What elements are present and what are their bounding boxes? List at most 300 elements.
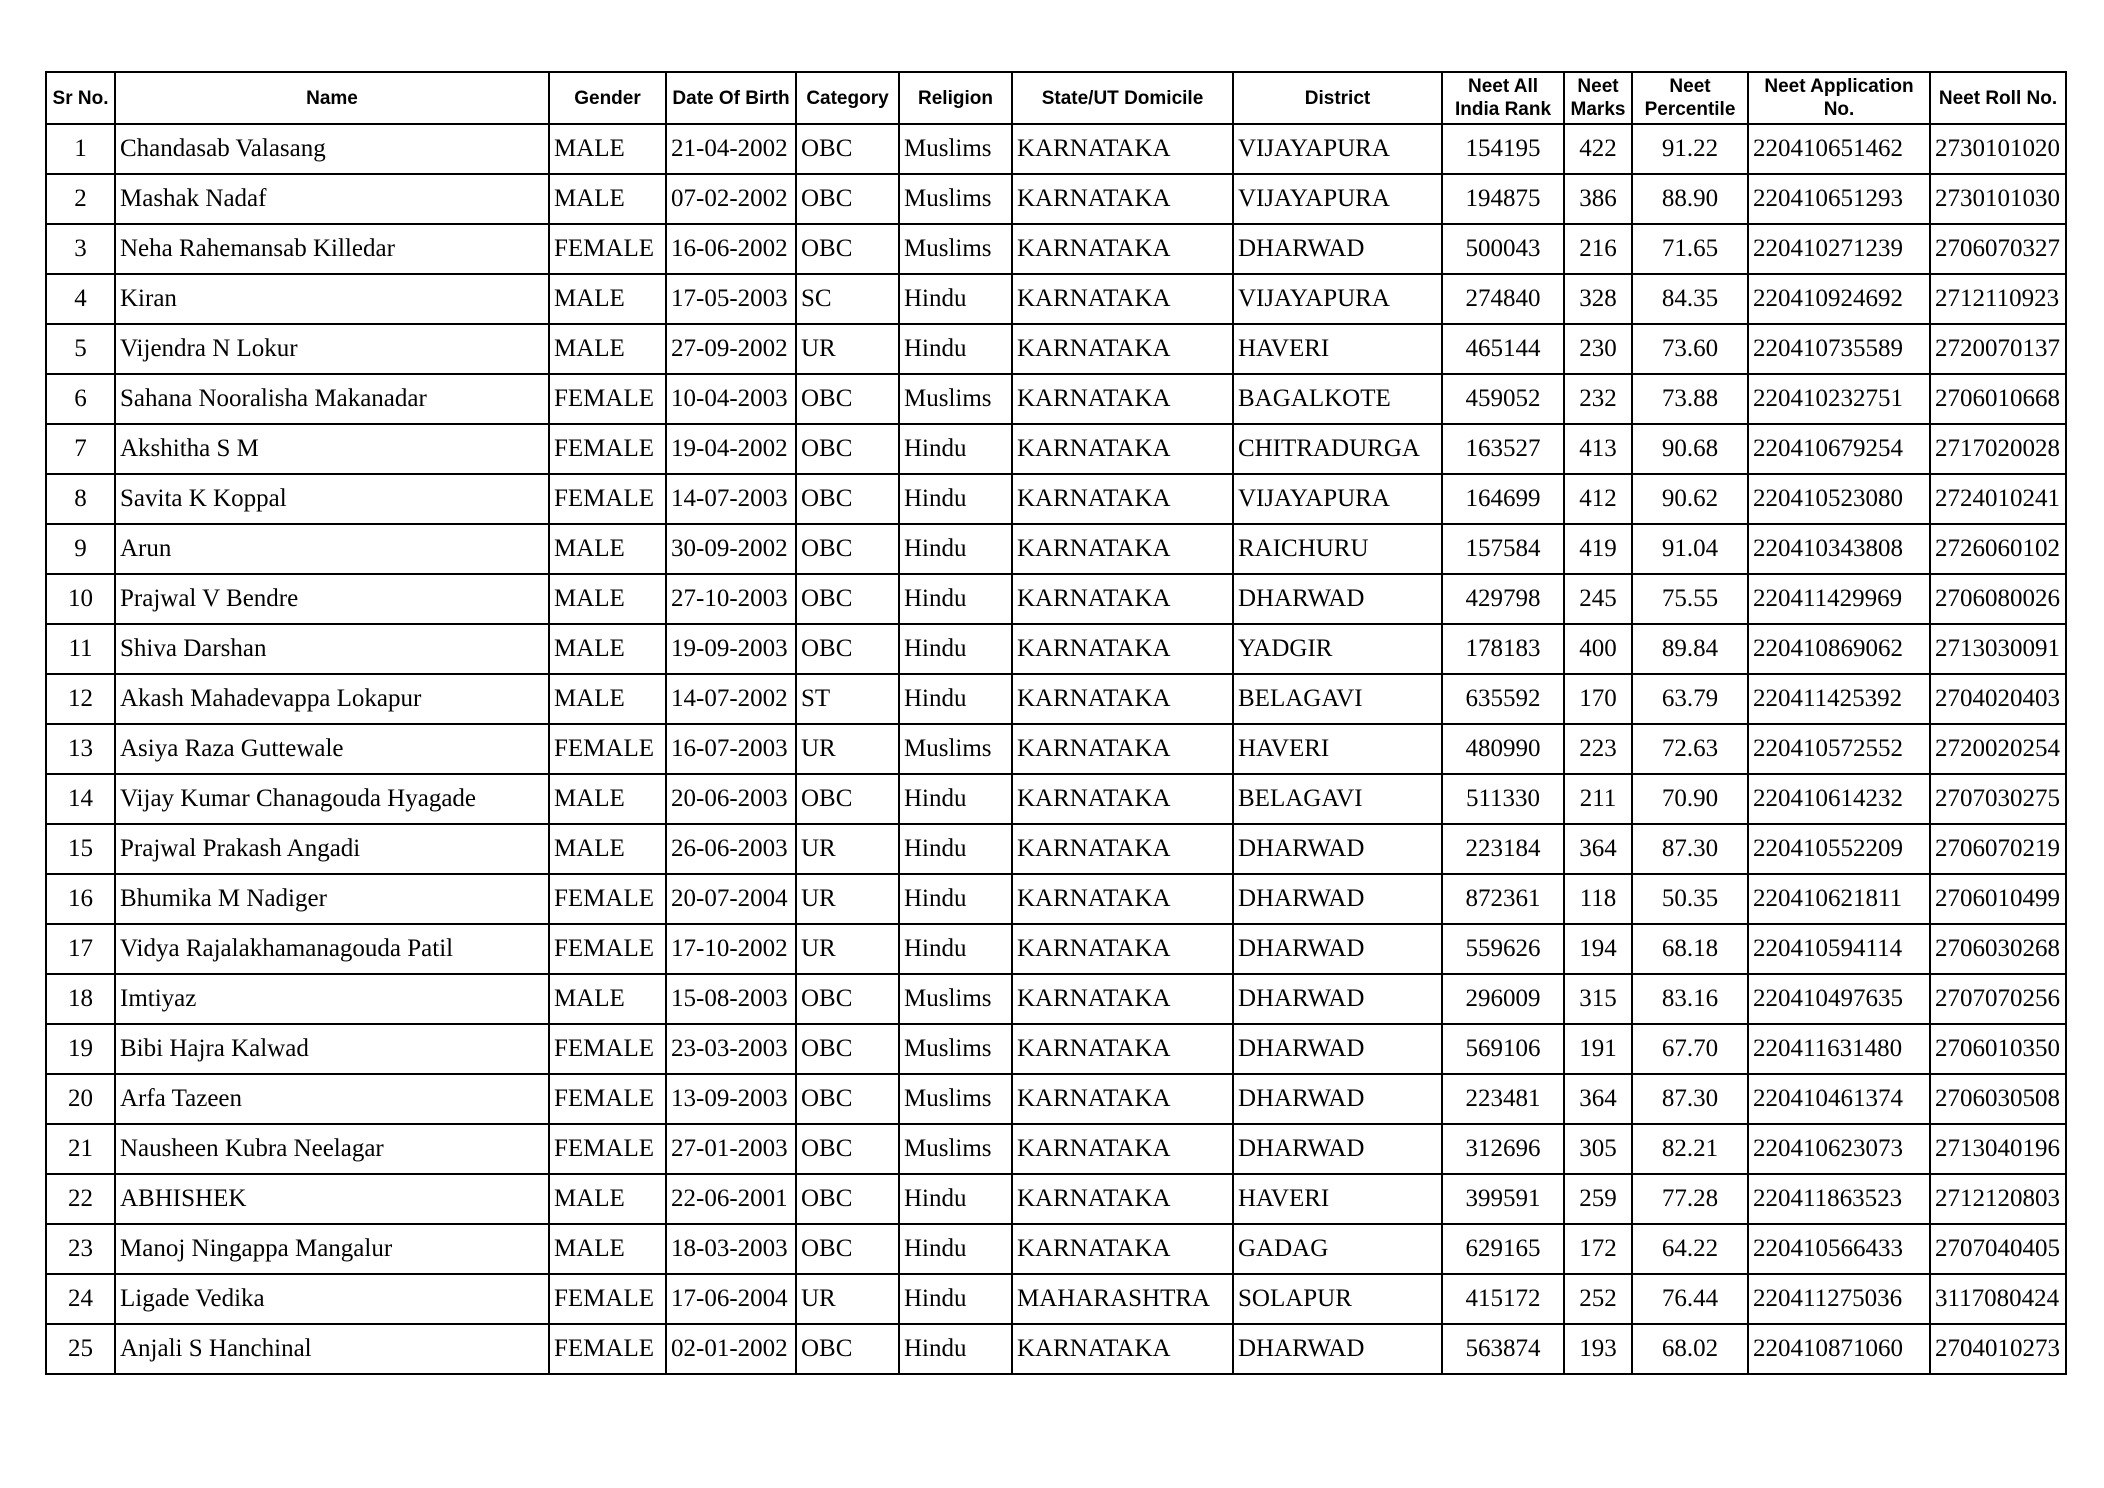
cell-name: Savita K Koppal <box>115 474 549 524</box>
column-header-date-of-birth: Date Of Birth <box>666 72 796 124</box>
cell-category: UR <box>796 874 899 924</box>
cell-name: Bibi Hajra Kalwad <box>115 1024 549 1074</box>
cell-neet-rank: 635592 <box>1442 674 1564 724</box>
cell-gender: FEMALE <box>549 724 666 774</box>
cell-sr-no: 19 <box>46 1024 115 1074</box>
cell-date-of-birth: 17-06-2004 <box>666 1274 796 1324</box>
cell-religion: Hindu <box>899 674 1012 724</box>
cell-neet-rank: 399591 <box>1442 1174 1564 1224</box>
cell-neet-percentile: 72.63 <box>1632 724 1748 774</box>
cell-neet-percentile: 71.65 <box>1632 224 1748 274</box>
cell-category: OBC <box>796 774 899 824</box>
cell-district: HAVERI <box>1233 1174 1442 1224</box>
cell-religion: Muslims <box>899 1124 1012 1174</box>
cell-neet-percentile: 70.90 <box>1632 774 1748 824</box>
cell-roll-no: 2706030508 <box>1930 1074 2066 1124</box>
cell-religion: Hindu <box>899 1224 1012 1274</box>
cell-state-domicile: KARNATAKA <box>1012 674 1233 724</box>
cell-application-no: 220410924692 <box>1748 274 1930 324</box>
cell-sr-no: 6 <box>46 374 115 424</box>
cell-sr-no: 21 <box>46 1124 115 1174</box>
cell-application-no: 220410621811 <box>1748 874 1930 924</box>
cell-application-no: 220410614232 <box>1748 774 1930 824</box>
cell-category: OBC <box>796 574 899 624</box>
cell-date-of-birth: 21-04-2002 <box>666 124 796 174</box>
cell-roll-no: 2706010499 <box>1930 874 2066 924</box>
cell-name: Prajwal V Bendre <box>115 574 549 624</box>
cell-neet-percentile: 89.84 <box>1632 624 1748 674</box>
cell-date-of-birth: 07-02-2002 <box>666 174 796 224</box>
cell-neet-marks: 170 <box>1564 674 1632 724</box>
cell-category: OBC <box>796 524 899 574</box>
candidate-table <box>45 71 2067 1375</box>
cell-category: OBC <box>796 1074 899 1124</box>
cell-neet-percentile: 87.30 <box>1632 824 1748 874</box>
cell-gender: MALE <box>549 524 666 574</box>
cell-neet-rank: 511330 <box>1442 774 1564 824</box>
cell-neet-marks: 211 <box>1564 774 1632 824</box>
cell-neet-percentile: 64.22 <box>1632 1224 1748 1274</box>
cell-neet-percentile: 75.55 <box>1632 574 1748 624</box>
cell-sr-no: 7 <box>46 424 115 474</box>
cell-application-no: 220410871060 <box>1748 1324 1930 1374</box>
cell-state-domicile: KARNATAKA <box>1012 774 1233 824</box>
cell-gender: MALE <box>549 674 666 724</box>
cell-district: HAVERI <box>1233 324 1442 374</box>
column-header-roll-no: Neet Roll No. <box>1930 72 2066 124</box>
cell-category: OBC <box>796 624 899 674</box>
cell-state-domicile: KARNATAKA <box>1012 374 1233 424</box>
cell-neet-marks: 364 <box>1564 824 1632 874</box>
cell-category: OBC <box>796 1174 899 1224</box>
cell-religion: Hindu <box>899 774 1012 824</box>
cell-state-domicile: KARNATAKA <box>1012 574 1233 624</box>
cell-neet-marks: 305 <box>1564 1124 1632 1174</box>
cell-neet-marks: 413 <box>1564 424 1632 474</box>
cell-category: SC <box>796 274 899 324</box>
cell-category: OBC <box>796 474 899 524</box>
cell-neet-rank: 163527 <box>1442 424 1564 474</box>
cell-date-of-birth: 19-09-2003 <box>666 624 796 674</box>
cell-state-domicile: KARNATAKA <box>1012 474 1233 524</box>
cell-name: Chandasab Valasang <box>115 124 549 174</box>
cell-gender: MALE <box>549 274 666 324</box>
cell-roll-no: 2706080026 <box>1930 574 2066 624</box>
cell-neet-rank: 178183 <box>1442 624 1564 674</box>
cell-neet-rank: 274840 <box>1442 274 1564 324</box>
table-row <box>46 174 2066 224</box>
cell-sr-no: 17 <box>46 924 115 974</box>
cell-category: UR <box>796 724 899 774</box>
cell-gender: MALE <box>549 324 666 374</box>
cell-religion: Hindu <box>899 1324 1012 1374</box>
table-header <box>46 72 2066 124</box>
cell-neet-marks: 191 <box>1564 1024 1632 1074</box>
cell-name: Nausheen Kubra Neelagar <box>115 1124 549 1174</box>
cell-state-domicile: KARNATAKA <box>1012 874 1233 924</box>
cell-district: DHARWAD <box>1233 224 1442 274</box>
cell-neet-percentile: 90.62 <box>1632 474 1748 524</box>
cell-neet-marks: 230 <box>1564 324 1632 374</box>
cell-application-no: 220410232751 <box>1748 374 1930 424</box>
cell-application-no: 220410343808 <box>1748 524 1930 574</box>
cell-name: Neha Rahemansab Killedar <box>115 224 549 274</box>
cell-name: Sahana Nooralisha Makanadar <box>115 374 549 424</box>
cell-application-no: 220411425392 <box>1748 674 1930 724</box>
cell-roll-no: 2712110923 <box>1930 274 2066 324</box>
cell-district: VIJAYAPURA <box>1233 174 1442 224</box>
cell-name: Ligade Vedika <box>115 1274 549 1324</box>
cell-neet-marks: 223 <box>1564 724 1632 774</box>
cell-sr-no: 24 <box>46 1274 115 1324</box>
cell-district: DHARWAD <box>1233 824 1442 874</box>
cell-district: DHARWAD <box>1233 574 1442 624</box>
cell-category: UR <box>796 324 899 374</box>
cell-neet-percentile: 63.79 <box>1632 674 1748 724</box>
cell-sr-no: 25 <box>46 1324 115 1374</box>
cell-name: Kiran <box>115 274 549 324</box>
cell-roll-no: 2704010273 <box>1930 1324 2066 1374</box>
table-row <box>46 724 2066 774</box>
cell-neet-rank: 465144 <box>1442 324 1564 374</box>
cell-roll-no: 2712120803 <box>1930 1174 2066 1224</box>
cell-application-no: 220410735589 <box>1748 324 1930 374</box>
cell-date-of-birth: 26-06-2003 <box>666 824 796 874</box>
cell-state-domicile: KARNATAKA <box>1012 424 1233 474</box>
cell-application-no: 220410623073 <box>1748 1124 1930 1174</box>
cell-district: DHARWAD <box>1233 1074 1442 1124</box>
table-row <box>46 674 2066 724</box>
cell-neet-rank: 296009 <box>1442 974 1564 1024</box>
cell-neet-marks: 118 <box>1564 874 1632 924</box>
column-header-neet-rank: Neet All India Rank <box>1442 72 1564 124</box>
cell-sr-no: 12 <box>46 674 115 724</box>
cell-neet-marks: 364 <box>1564 1074 1632 1124</box>
cell-neet-rank: 194875 <box>1442 174 1564 224</box>
table-row <box>46 124 2066 174</box>
cell-religion: Hindu <box>899 1274 1012 1324</box>
cell-sr-no: 9 <box>46 524 115 574</box>
cell-name: Vidya Rajalakhamanagouda Patil <box>115 924 549 974</box>
cell-gender: FEMALE <box>549 1024 666 1074</box>
cell-gender: FEMALE <box>549 874 666 924</box>
column-header-name: Name <box>115 72 549 124</box>
cell-neet-marks: 194 <box>1564 924 1632 974</box>
cell-date-of-birth: 16-07-2003 <box>666 724 796 774</box>
cell-application-no: 220410523080 <box>1748 474 1930 524</box>
table-row <box>46 974 2066 1024</box>
cell-gender: MALE <box>549 624 666 674</box>
cell-date-of-birth: 17-05-2003 <box>666 274 796 324</box>
cell-sr-no: 1 <box>46 124 115 174</box>
cell-state-domicile: KARNATAKA <box>1012 524 1233 574</box>
cell-roll-no: 2720070137 <box>1930 324 2066 374</box>
cell-neet-rank: 157584 <box>1442 524 1564 574</box>
cell-neet-marks: 245 <box>1564 574 1632 624</box>
cell-neet-percentile: 82.21 <box>1632 1124 1748 1174</box>
cell-roll-no: 2717020028 <box>1930 424 2066 474</box>
cell-roll-no: 2726060102 <box>1930 524 2066 574</box>
cell-roll-no: 2706010668 <box>1930 374 2066 424</box>
cell-neet-rank: 164699 <box>1442 474 1564 524</box>
cell-category: OBC <box>796 174 899 224</box>
cell-state-domicile: KARNATAKA <box>1012 624 1233 674</box>
cell-category: UR <box>796 1274 899 1324</box>
cell-category: ST <box>796 674 899 724</box>
cell-date-of-birth: 18-03-2003 <box>666 1224 796 1274</box>
table-row <box>46 474 2066 524</box>
cell-date-of-birth: 19-04-2002 <box>666 424 796 474</box>
cell-sr-no: 11 <box>46 624 115 674</box>
cell-district: RAICHURU <box>1233 524 1442 574</box>
column-header-category: Category <box>796 72 899 124</box>
cell-neet-rank: 154195 <box>1442 124 1564 174</box>
cell-roll-no: 2730101020 <box>1930 124 2066 174</box>
cell-date-of-birth: 13-09-2003 <box>666 1074 796 1124</box>
cell-roll-no: 2706070327 <box>1930 224 2066 274</box>
cell-district: DHARWAD <box>1233 974 1442 1024</box>
cell-roll-no: 2706070219 <box>1930 824 2066 874</box>
cell-gender: MALE <box>549 574 666 624</box>
cell-name: Bhumika M Nadiger <box>115 874 549 924</box>
cell-religion: Hindu <box>899 824 1012 874</box>
cell-gender: FEMALE <box>549 374 666 424</box>
table-row <box>46 1174 2066 1224</box>
cell-district: CHITRADURGA <box>1233 424 1442 474</box>
cell-religion: Muslims <box>899 224 1012 274</box>
cell-name: Arun <box>115 524 549 574</box>
cell-neet-percentile: 76.44 <box>1632 1274 1748 1324</box>
cell-category: OBC <box>796 124 899 174</box>
cell-religion: Hindu <box>899 324 1012 374</box>
cell-religion: Hindu <box>899 474 1012 524</box>
table-row <box>46 874 2066 924</box>
cell-date-of-birth: 15-08-2003 <box>666 974 796 1024</box>
table-body <box>46 124 2066 1374</box>
cell-gender: MALE <box>549 1174 666 1224</box>
cell-name: Manoj Ningappa Mangalur <box>115 1224 549 1274</box>
cell-name: Vijay Kumar Chanagouda Hyagade <box>115 774 549 824</box>
cell-neet-marks: 386 <box>1564 174 1632 224</box>
cell-date-of-birth: 27-01-2003 <box>666 1124 796 1174</box>
cell-gender: MALE <box>549 1224 666 1274</box>
cell-neet-marks: 315 <box>1564 974 1632 1024</box>
cell-neet-rank: 429798 <box>1442 574 1564 624</box>
cell-application-no: 220410552209 <box>1748 824 1930 874</box>
cell-neet-rank: 459052 <box>1442 374 1564 424</box>
cell-neet-marks: 193 <box>1564 1324 1632 1374</box>
cell-date-of-birth: 02-01-2002 <box>666 1324 796 1374</box>
cell-category: OBC <box>796 424 899 474</box>
cell-neet-rank: 500043 <box>1442 224 1564 274</box>
cell-name: ABHISHEK <box>115 1174 549 1224</box>
cell-category: OBC <box>796 1224 899 1274</box>
cell-sr-no: 14 <box>46 774 115 824</box>
cell-neet-percentile: 83.16 <box>1632 974 1748 1024</box>
cell-religion: Hindu <box>899 274 1012 324</box>
cell-name: Vijendra N Lokur <box>115 324 549 374</box>
cell-sr-no: 3 <box>46 224 115 274</box>
table-row <box>46 1074 2066 1124</box>
cell-name: Arfa Tazeen <box>115 1074 549 1124</box>
cell-sr-no: 20 <box>46 1074 115 1124</box>
cell-neet-marks: 232 <box>1564 374 1632 424</box>
table-row <box>46 1274 2066 1324</box>
cell-category: OBC <box>796 224 899 274</box>
cell-sr-no: 13 <box>46 724 115 774</box>
cell-name: Shiva Darshan <box>115 624 549 674</box>
cell-application-no: 220410497635 <box>1748 974 1930 1024</box>
cell-state-domicile: KARNATAKA <box>1012 174 1233 224</box>
table-row <box>46 424 2066 474</box>
cell-neet-marks: 172 <box>1564 1224 1632 1274</box>
cell-district: VIJAYAPURA <box>1233 124 1442 174</box>
cell-neet-percentile: 90.68 <box>1632 424 1748 474</box>
cell-district: DHARWAD <box>1233 874 1442 924</box>
cell-sr-no: 8 <box>46 474 115 524</box>
cell-neet-marks: 216 <box>1564 224 1632 274</box>
column-header-district: District <box>1233 72 1442 124</box>
cell-date-of-birth: 10-04-2003 <box>666 374 796 424</box>
cell-roll-no: 3117080424 <box>1930 1274 2066 1324</box>
cell-sr-no: 16 <box>46 874 115 924</box>
column-header-sr-no: Sr No. <box>46 72 115 124</box>
cell-date-of-birth: 27-09-2002 <box>666 324 796 374</box>
cell-neet-rank: 559626 <box>1442 924 1564 974</box>
cell-application-no: 220411275036 <box>1748 1274 1930 1324</box>
column-header-application-no: Neet Application No. <box>1748 72 1930 124</box>
cell-date-of-birth: 14-07-2003 <box>666 474 796 524</box>
cell-date-of-birth: 14-07-2002 <box>666 674 796 724</box>
cell-roll-no: 2707030275 <box>1930 774 2066 824</box>
cell-state-domicile: KARNATAKA <box>1012 1224 1233 1274</box>
cell-date-of-birth: 20-07-2004 <box>666 874 796 924</box>
table-row <box>46 774 2066 824</box>
cell-religion: Muslims <box>899 1024 1012 1074</box>
cell-gender: FEMALE <box>549 1074 666 1124</box>
cell-application-no: 220410271239 <box>1748 224 1930 274</box>
cell-religion: Muslims <box>899 974 1012 1024</box>
cell-state-domicile: MAHARASHTRA <box>1012 1274 1233 1324</box>
cell-neet-percentile: 68.02 <box>1632 1324 1748 1374</box>
cell-name: Imtiyaz <box>115 974 549 1024</box>
cell-gender: FEMALE <box>549 1274 666 1324</box>
cell-state-domicile: KARNATAKA <box>1012 124 1233 174</box>
cell-religion: Hindu <box>899 574 1012 624</box>
cell-neet-rank: 223481 <box>1442 1074 1564 1124</box>
table-row <box>46 574 2066 624</box>
cell-application-no: 220410651293 <box>1748 174 1930 224</box>
cell-date-of-birth: 22-06-2001 <box>666 1174 796 1224</box>
column-header-neet-percentile: Neet Percentile <box>1632 72 1748 124</box>
cell-category: OBC <box>796 1324 899 1374</box>
cell-state-domicile: KARNATAKA <box>1012 1024 1233 1074</box>
cell-name: Asiya Raza Guttewale <box>115 724 549 774</box>
cell-date-of-birth: 30-09-2002 <box>666 524 796 574</box>
cell-state-domicile: KARNATAKA <box>1012 1124 1233 1174</box>
cell-district: VIJAYAPURA <box>1233 274 1442 324</box>
cell-roll-no: 2730101030 <box>1930 174 2066 224</box>
cell-district: DHARWAD <box>1233 924 1442 974</box>
cell-state-domicile: KARNATAKA <box>1012 974 1233 1024</box>
cell-application-no: 220411863523 <box>1748 1174 1930 1224</box>
cell-state-domicile: KARNATAKA <box>1012 824 1233 874</box>
table-row <box>46 824 2066 874</box>
cell-district: GADAG <box>1233 1224 1442 1274</box>
cell-date-of-birth: 23-03-2003 <box>666 1024 796 1074</box>
cell-state-domicile: KARNATAKA <box>1012 1074 1233 1124</box>
cell-gender: MALE <box>549 774 666 824</box>
cell-gender: MALE <box>549 824 666 874</box>
table-row <box>46 924 2066 974</box>
cell-district: BAGALKOTE <box>1233 374 1442 424</box>
cell-neet-percentile: 88.90 <box>1632 174 1748 224</box>
cell-gender: FEMALE <box>549 924 666 974</box>
table-row <box>46 1124 2066 1174</box>
cell-neet-percentile: 91.22 <box>1632 124 1748 174</box>
cell-district: VIJAYAPURA <box>1233 474 1442 524</box>
cell-gender: FEMALE <box>549 224 666 274</box>
header-row <box>46 72 2066 124</box>
column-header-state-domicile: State/UT Domicile <box>1012 72 1233 124</box>
cell-roll-no: 2720020254 <box>1930 724 2066 774</box>
cell-religion: Muslims <box>899 374 1012 424</box>
cell-gender: FEMALE <box>549 474 666 524</box>
table-row <box>46 1024 2066 1074</box>
cell-state-domicile: KARNATAKA <box>1012 324 1233 374</box>
column-header-gender: Gender <box>549 72 666 124</box>
table-row <box>46 324 2066 374</box>
cell-district: HAVERI <box>1233 724 1442 774</box>
cell-roll-no: 2704020403 <box>1930 674 2066 724</box>
cell-roll-no: 2706010350 <box>1930 1024 2066 1074</box>
cell-neet-marks: 412 <box>1564 474 1632 524</box>
cell-state-domicile: KARNATAKA <box>1012 274 1233 324</box>
cell-name: Akshitha S M <box>115 424 549 474</box>
cell-application-no: 220410679254 <box>1748 424 1930 474</box>
cell-roll-no: 2713040196 <box>1930 1124 2066 1174</box>
cell-neet-rank: 312696 <box>1442 1124 1564 1174</box>
cell-category: UR <box>796 824 899 874</box>
cell-roll-no: 2713030091 <box>1930 624 2066 674</box>
cell-religion: Muslims <box>899 724 1012 774</box>
cell-date-of-birth: 17-10-2002 <box>666 924 796 974</box>
cell-neet-percentile: 50.35 <box>1632 874 1748 924</box>
cell-neet-percentile: 73.88 <box>1632 374 1748 424</box>
cell-roll-no: 2724010241 <box>1930 474 2066 524</box>
cell-sr-no: 18 <box>46 974 115 1024</box>
cell-religion: Hindu <box>899 624 1012 674</box>
cell-category: OBC <box>796 1024 899 1074</box>
cell-sr-no: 23 <box>46 1224 115 1274</box>
cell-roll-no: 2707040405 <box>1930 1224 2066 1274</box>
cell-neet-percentile: 91.04 <box>1632 524 1748 574</box>
table-row <box>46 1324 2066 1374</box>
cell-district: BELAGAVI <box>1233 774 1442 824</box>
cell-application-no: 220410869062 <box>1748 624 1930 674</box>
cell-neet-marks: 328 <box>1564 274 1632 324</box>
cell-application-no: 220410594114 <box>1748 924 1930 974</box>
cell-date-of-birth: 20-06-2003 <box>666 774 796 824</box>
cell-gender: MALE <box>549 124 666 174</box>
cell-neet-percentile: 87.30 <box>1632 1074 1748 1124</box>
cell-neet-marks: 259 <box>1564 1174 1632 1224</box>
cell-date-of-birth: 16-06-2002 <box>666 224 796 274</box>
cell-neet-marks: 419 <box>1564 524 1632 574</box>
table-row <box>46 524 2066 574</box>
table-row <box>46 1224 2066 1274</box>
cell-name: Akash Mahadevappa Lokapur <box>115 674 549 724</box>
